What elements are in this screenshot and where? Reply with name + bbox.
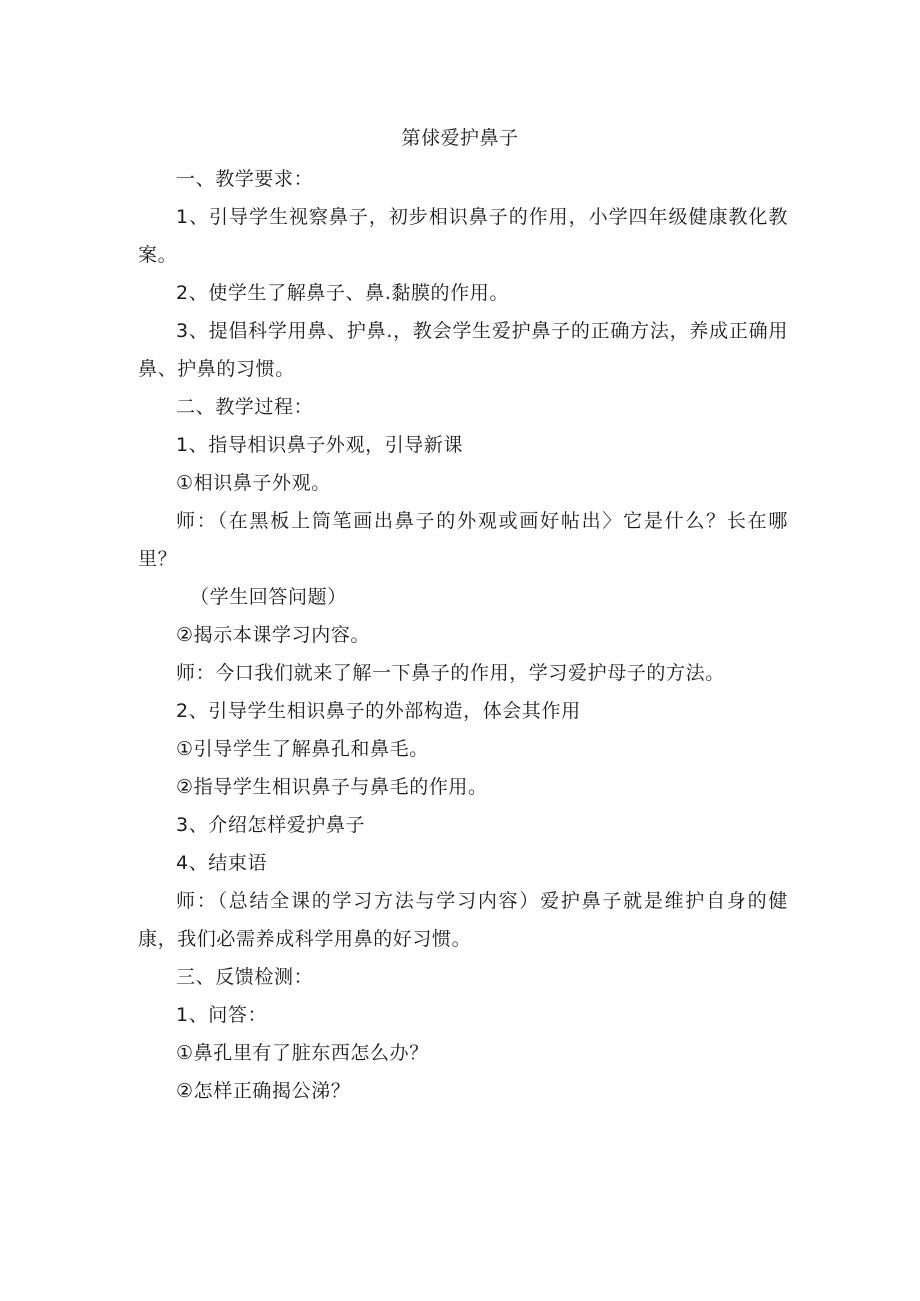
- requirement-item-2: 2、使学生了解鼻子、鼻.黏膜的作用。: [176, 282, 509, 304]
- student-note: （学生回答问题）: [190, 586, 347, 608]
- teacher-line: 师：（在黑板上筒笔画出鼻子的外观或画好帖出〉它是什么？长在哪里？: [138, 510, 788, 570]
- section-heading-requirements: 一、教学要求：: [176, 168, 314, 190]
- question-item: ②怎样正确揭公涕？: [176, 1080, 351, 1102]
- document-body: [138, 160, 788, 1110]
- section-heading-feedback: 三、反馈检测：: [176, 966, 314, 988]
- process-step-4: 4、结束语: [176, 852, 268, 874]
- process-substep: ②指导学生相识鼻子与鼻毛的作用。: [176, 776, 488, 798]
- question-item: ①鼻孔里有了脏东西怎么办？: [176, 1042, 429, 1064]
- process-substep: ②揭示本课学习内容。: [176, 624, 371, 646]
- process-step-1: 1、指导相识鼻子外观，引导新课: [176, 434, 464, 456]
- feedback-item-1: 1、问答：: [176, 1004, 268, 1026]
- teacher-line: 师：（总结全课的学习方法与学习内容）爱护鼻子就是维护自身的健康，我们必需养成科学用鼻的好习惯。: [138, 890, 788, 950]
- process-step-2: 2、引导学生相识鼻子的外部构造，体会其作用: [176, 700, 581, 722]
- section-heading-process: 二、教学过程：: [176, 396, 314, 418]
- process-substep: ①引导学生了解鼻孔和鼻毛。: [176, 738, 429, 760]
- requirement-item-1: 1、引导学生视察鼻子，初步相识鼻子的作用，小学四年级健康教化教案。: [138, 206, 788, 266]
- document-title: 第俅爱护鼻子: [401, 127, 519, 149]
- teacher-line: 师：今口我们就来了解一下鼻子的作用，学习爱护母子的方法。: [176, 662, 725, 684]
- process-substep: ①相识鼻子外观。: [176, 472, 331, 494]
- process-step-3: 3、介绍怎样爱护鼻子: [176, 814, 366, 836]
- requirement-item-3: 3、提倡科学用鼻、护鼻.，教会学生爱护鼻子的正确方法，养成正确用鼻、护鼻的习惯。: [138, 320, 788, 380]
